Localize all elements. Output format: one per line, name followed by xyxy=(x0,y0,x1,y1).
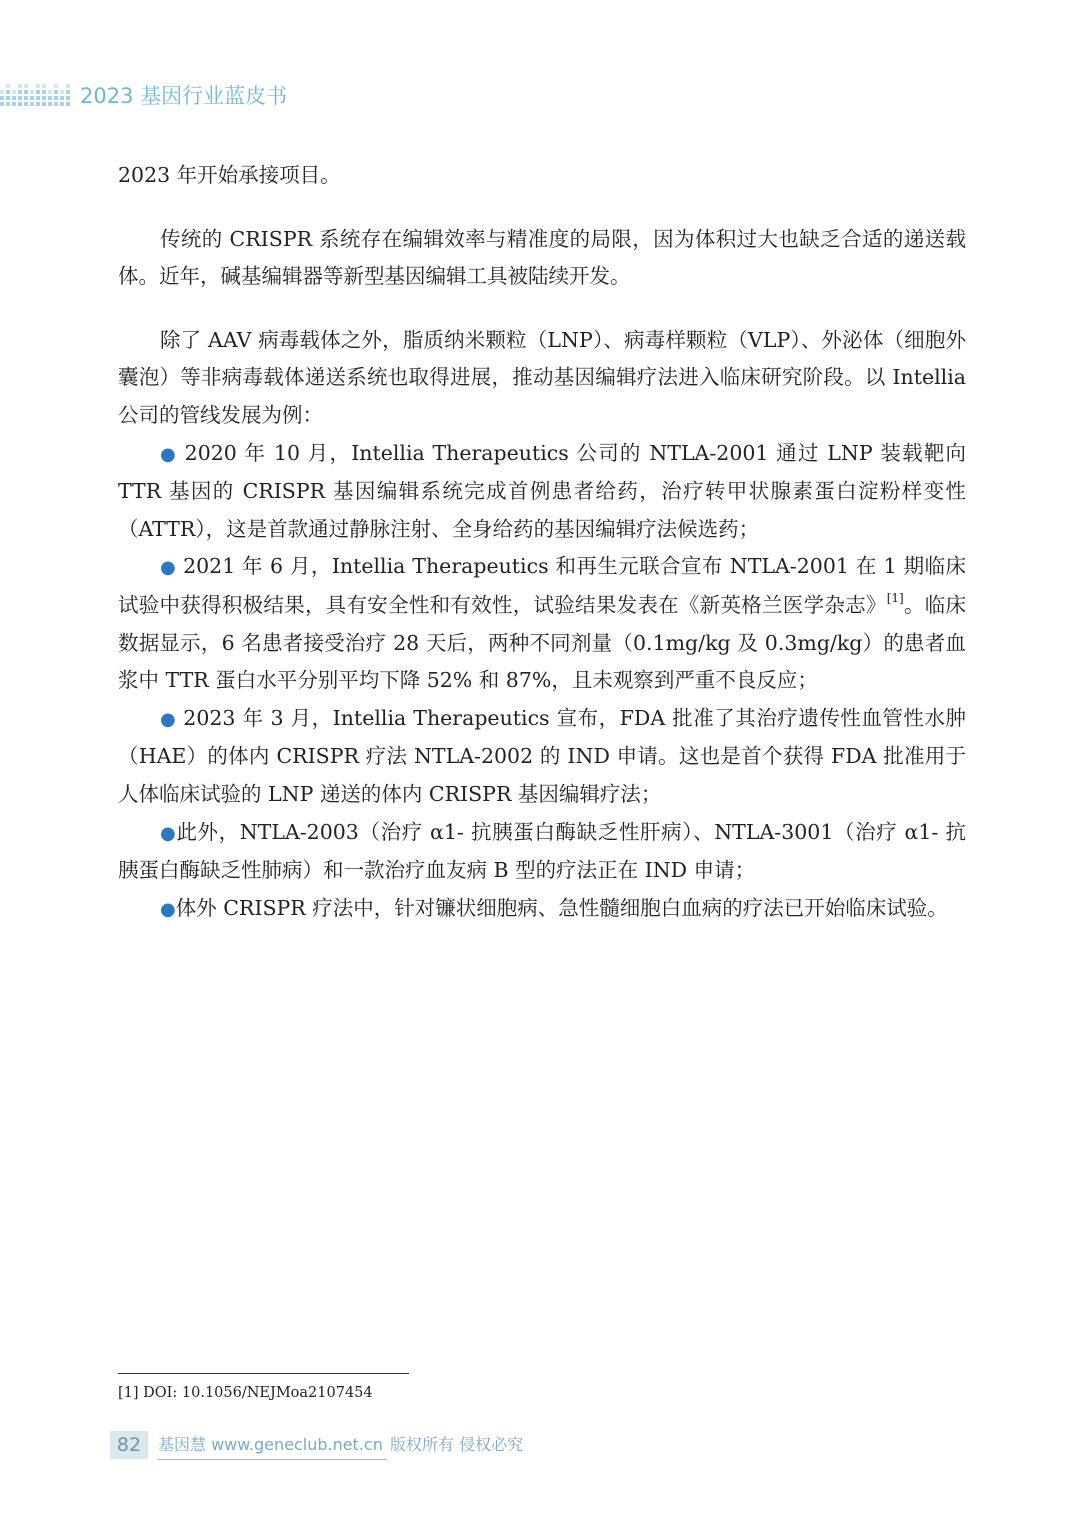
header-title: 2023 基因行业蓝皮书 xyxy=(80,84,288,108)
bullet-dot-icon: ● xyxy=(160,708,177,730)
bullet-text-2a: 2021 年 6 月，Intellia Therapeutics 和再生元联合宣布 NTLA-2001 在 1 期临床试验中获得积极结果，具有安全性和有效性，试验结果发表在《新英格兰医学杂志》 xyxy=(118,554,966,617)
bullet-item-3 xyxy=(118,700,966,814)
bullet-item-1 xyxy=(118,435,966,549)
bullet-item-4 xyxy=(118,814,966,890)
bullet-text-2b: 。临床数据显示，6 名患者接受治疗 28 天后，两种不同剂量（0.1mg/kg 及 0.3mg/kg）的患者血浆中 TTR 蛋白水平分别平均下降 52% 和 87%，且未观察到严重不良反应； xyxy=(118,592,967,693)
footer-site-link: 基因慧 www.geneclub.net.cn xyxy=(158,1431,387,1460)
paragraph-1: 2023 年开始承接项目。 xyxy=(118,163,341,187)
footer-copyright: 版权所有 侵权必究 xyxy=(390,1435,524,1454)
paragraph-3: 除了 AAV 病毒载体之外，脂质纳米颗粒（LNP）、病毒样颗粒（VLP）、外泌体（细胞外囊泡）等非病毒载体递送系统也取得进展，推动基因编辑疗法进入临床研究阶段。以 Intellia 公司的管线发展为例： xyxy=(118,327,966,427)
dot-grid-decoration xyxy=(0,84,72,108)
citation-ref: [1] xyxy=(886,590,904,605)
bullet-item-2 xyxy=(118,548,966,699)
paragraph-2: 传统的 CRISPR 系统存在编辑效率与精准度的局限，因为体积过大也缺乏合适的递送载体。近年，碱基编辑器等新型基因编辑工具被陆续开发。 xyxy=(118,226,966,289)
page-header xyxy=(0,80,600,112)
bullet-text-4: 此外，NTLA-2003（治疗 α1- 抗胰蛋白酶缺乏性肝病）、NTLA-3001（治疗 α1- 抗胰蛋白酶缺乏性肺病）和一款治疗血友病 B 型的疗法正在 IND 申请； xyxy=(118,819,966,883)
bullet-text-3: 2023 年 3 月，Intellia Therapeutics 宣布，FDA 批准了其治疗遗传性血管性水肿（HAE）的体内 CRISPR 疗法 NTLA-2002 的 IND 申请。这也是首个获得 FDA 批准用于人体临床试验的 LNP 递送的体内 CRISPR 基因编辑疗法； xyxy=(118,705,966,806)
main-content xyxy=(118,157,966,928)
bullet-dot-icon: ● xyxy=(160,898,176,920)
page-number: 82 xyxy=(110,1431,148,1459)
bullet-text-5: 体外 CRISPR 疗法中，针对镰状细胞病、急性髓细胞白血病的疗法已开始临床试验。 xyxy=(175,895,948,920)
footnote: [1] DOI: 10.1056/NEJMoa2107454 xyxy=(118,1385,373,1401)
bullet-dot-icon: ● xyxy=(160,822,177,844)
bullet-text-1: 2020 年 10 月，Intellia Therapeutics 公司的 NTLA-2001 通过 LNP 装载靶向 TTR 基因的 CRISPR 基因编辑系统完成首例患者给药，治疗转甲状腺素蛋白淀粉样变性（ATTR），这是首款通过静脉注射、全身给药的基因编辑疗法候选药； xyxy=(118,440,966,541)
bullet-dot-icon: ● xyxy=(160,443,177,465)
bullet-dot-icon: ● xyxy=(160,557,177,579)
bullet-item-5 xyxy=(118,890,966,929)
footnote-divider xyxy=(118,1373,409,1374)
page-footer xyxy=(110,1431,610,1461)
